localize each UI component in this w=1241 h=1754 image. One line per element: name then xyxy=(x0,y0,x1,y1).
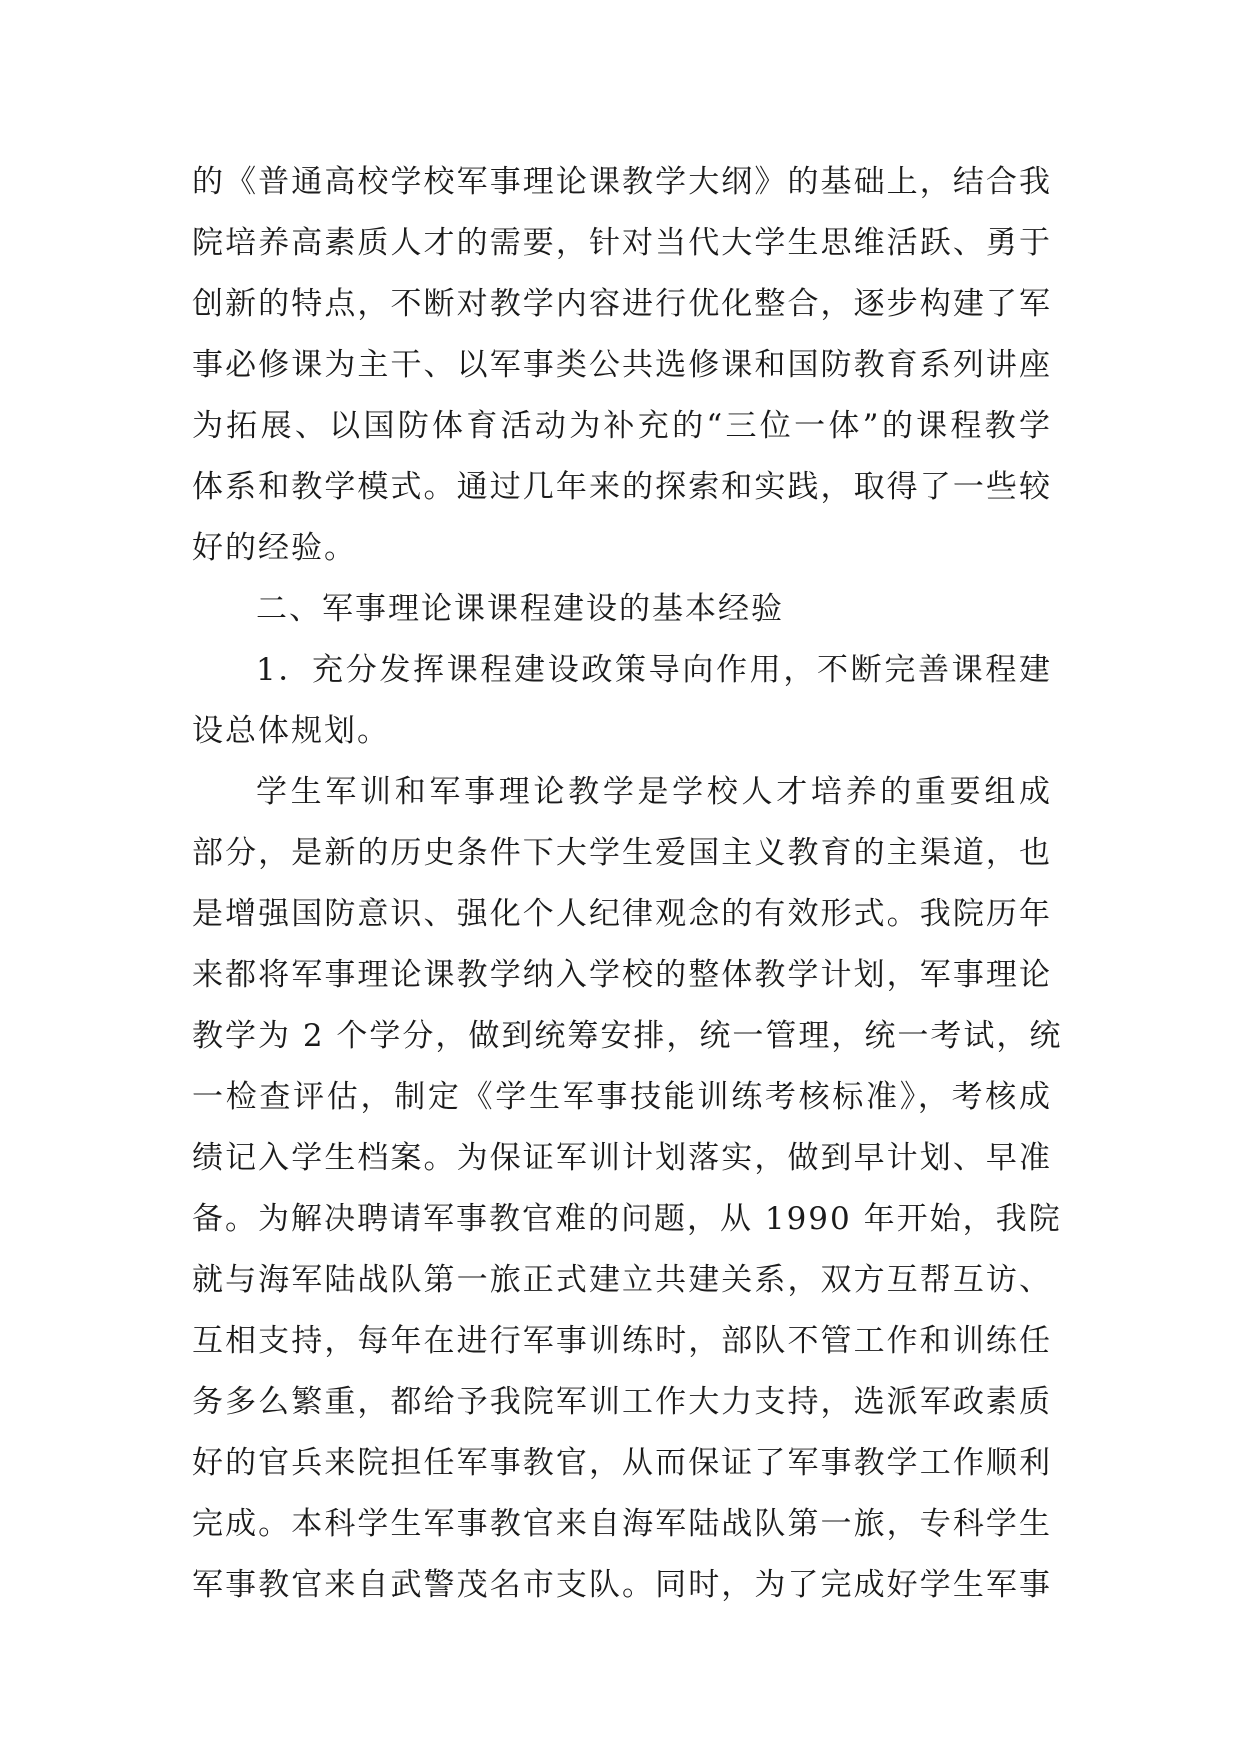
text-line: 院培养高素质人才的需要，针对当代大学生思维活跃、勇于 xyxy=(192,225,1052,261)
text-line: 好的经验。 xyxy=(192,530,357,566)
text-line: 事必修课为主干、以军事类公共选修课和国防教育系列讲座 xyxy=(192,347,1052,383)
text-line: 为拓展、以国防体育活动为补充的“三位一体”的课程教学 xyxy=(192,408,1052,444)
text-line: 1．充分发挥课程建设政策导向作用，不断完善课程建 xyxy=(256,652,1052,688)
text-line: 二、军事理论课课程建设的基本经验 xyxy=(256,591,784,627)
text-line: 来都将军事理论课教学纳入学校的整体教学计划，军事理论 xyxy=(192,957,1052,993)
text-line: 务多么繁重，都给予我院军训工作大力支持，选派军政素质 xyxy=(192,1384,1052,1420)
text-line: 好的官兵来院担任军事教官，从而保证了军事教学工作顺利 xyxy=(192,1445,1052,1481)
text-line: 设总体规划。 xyxy=(192,713,390,749)
text-line: 是增强国防意识、强化个人纪律观念的有效形式。我院历年 xyxy=(192,896,1052,932)
text-line: 一检查评估，制定《学生军事技能训练考核标准》，考核成 xyxy=(192,1079,1052,1115)
text-line: 完成。本科学生军事教官来自海军陆战队第一旅，专科学生 xyxy=(192,1506,1052,1542)
text-line: 教学为 2 个学分，做到统筹安排，统一管理，统一考试，统 xyxy=(192,1018,1063,1054)
text-line: 军事教官来自武警茂名市支队。同时，为了完成好学生军事 xyxy=(192,1567,1052,1603)
text-line: 备。为解决聘请军事教官难的问题，从 1990 年开始，我院 xyxy=(192,1201,1062,1237)
text-line: 就与海军陆战队第一旅正式建立共建关系，双方互帮互访、 xyxy=(192,1262,1052,1298)
text-line: 部分，是新的历史条件下大学生爱国主义教育的主渠道，也 xyxy=(192,835,1052,871)
text-line: 学生军训和军事理论教学是学校人才培养的重要组成 xyxy=(256,774,1052,810)
text-line: 体系和教学模式。通过几年来的探索和实践，取得了一些较 xyxy=(192,469,1052,505)
text-line: 绩记入学生档案。为保证军训计划落实，做到早计划、早准 xyxy=(192,1140,1052,1176)
text-line: 互相支持，每年在进行军事训练时，部队不管工作和训练任 xyxy=(192,1323,1052,1359)
text-line: 创新的特点，不断对教学内容进行优化整合，逐步构建了军 xyxy=(192,286,1052,322)
document-body xyxy=(192,152,1063,1616)
text-line: 的《普通高校学校军事理论课教学大纲》的基础上，结合我 xyxy=(192,164,1052,200)
